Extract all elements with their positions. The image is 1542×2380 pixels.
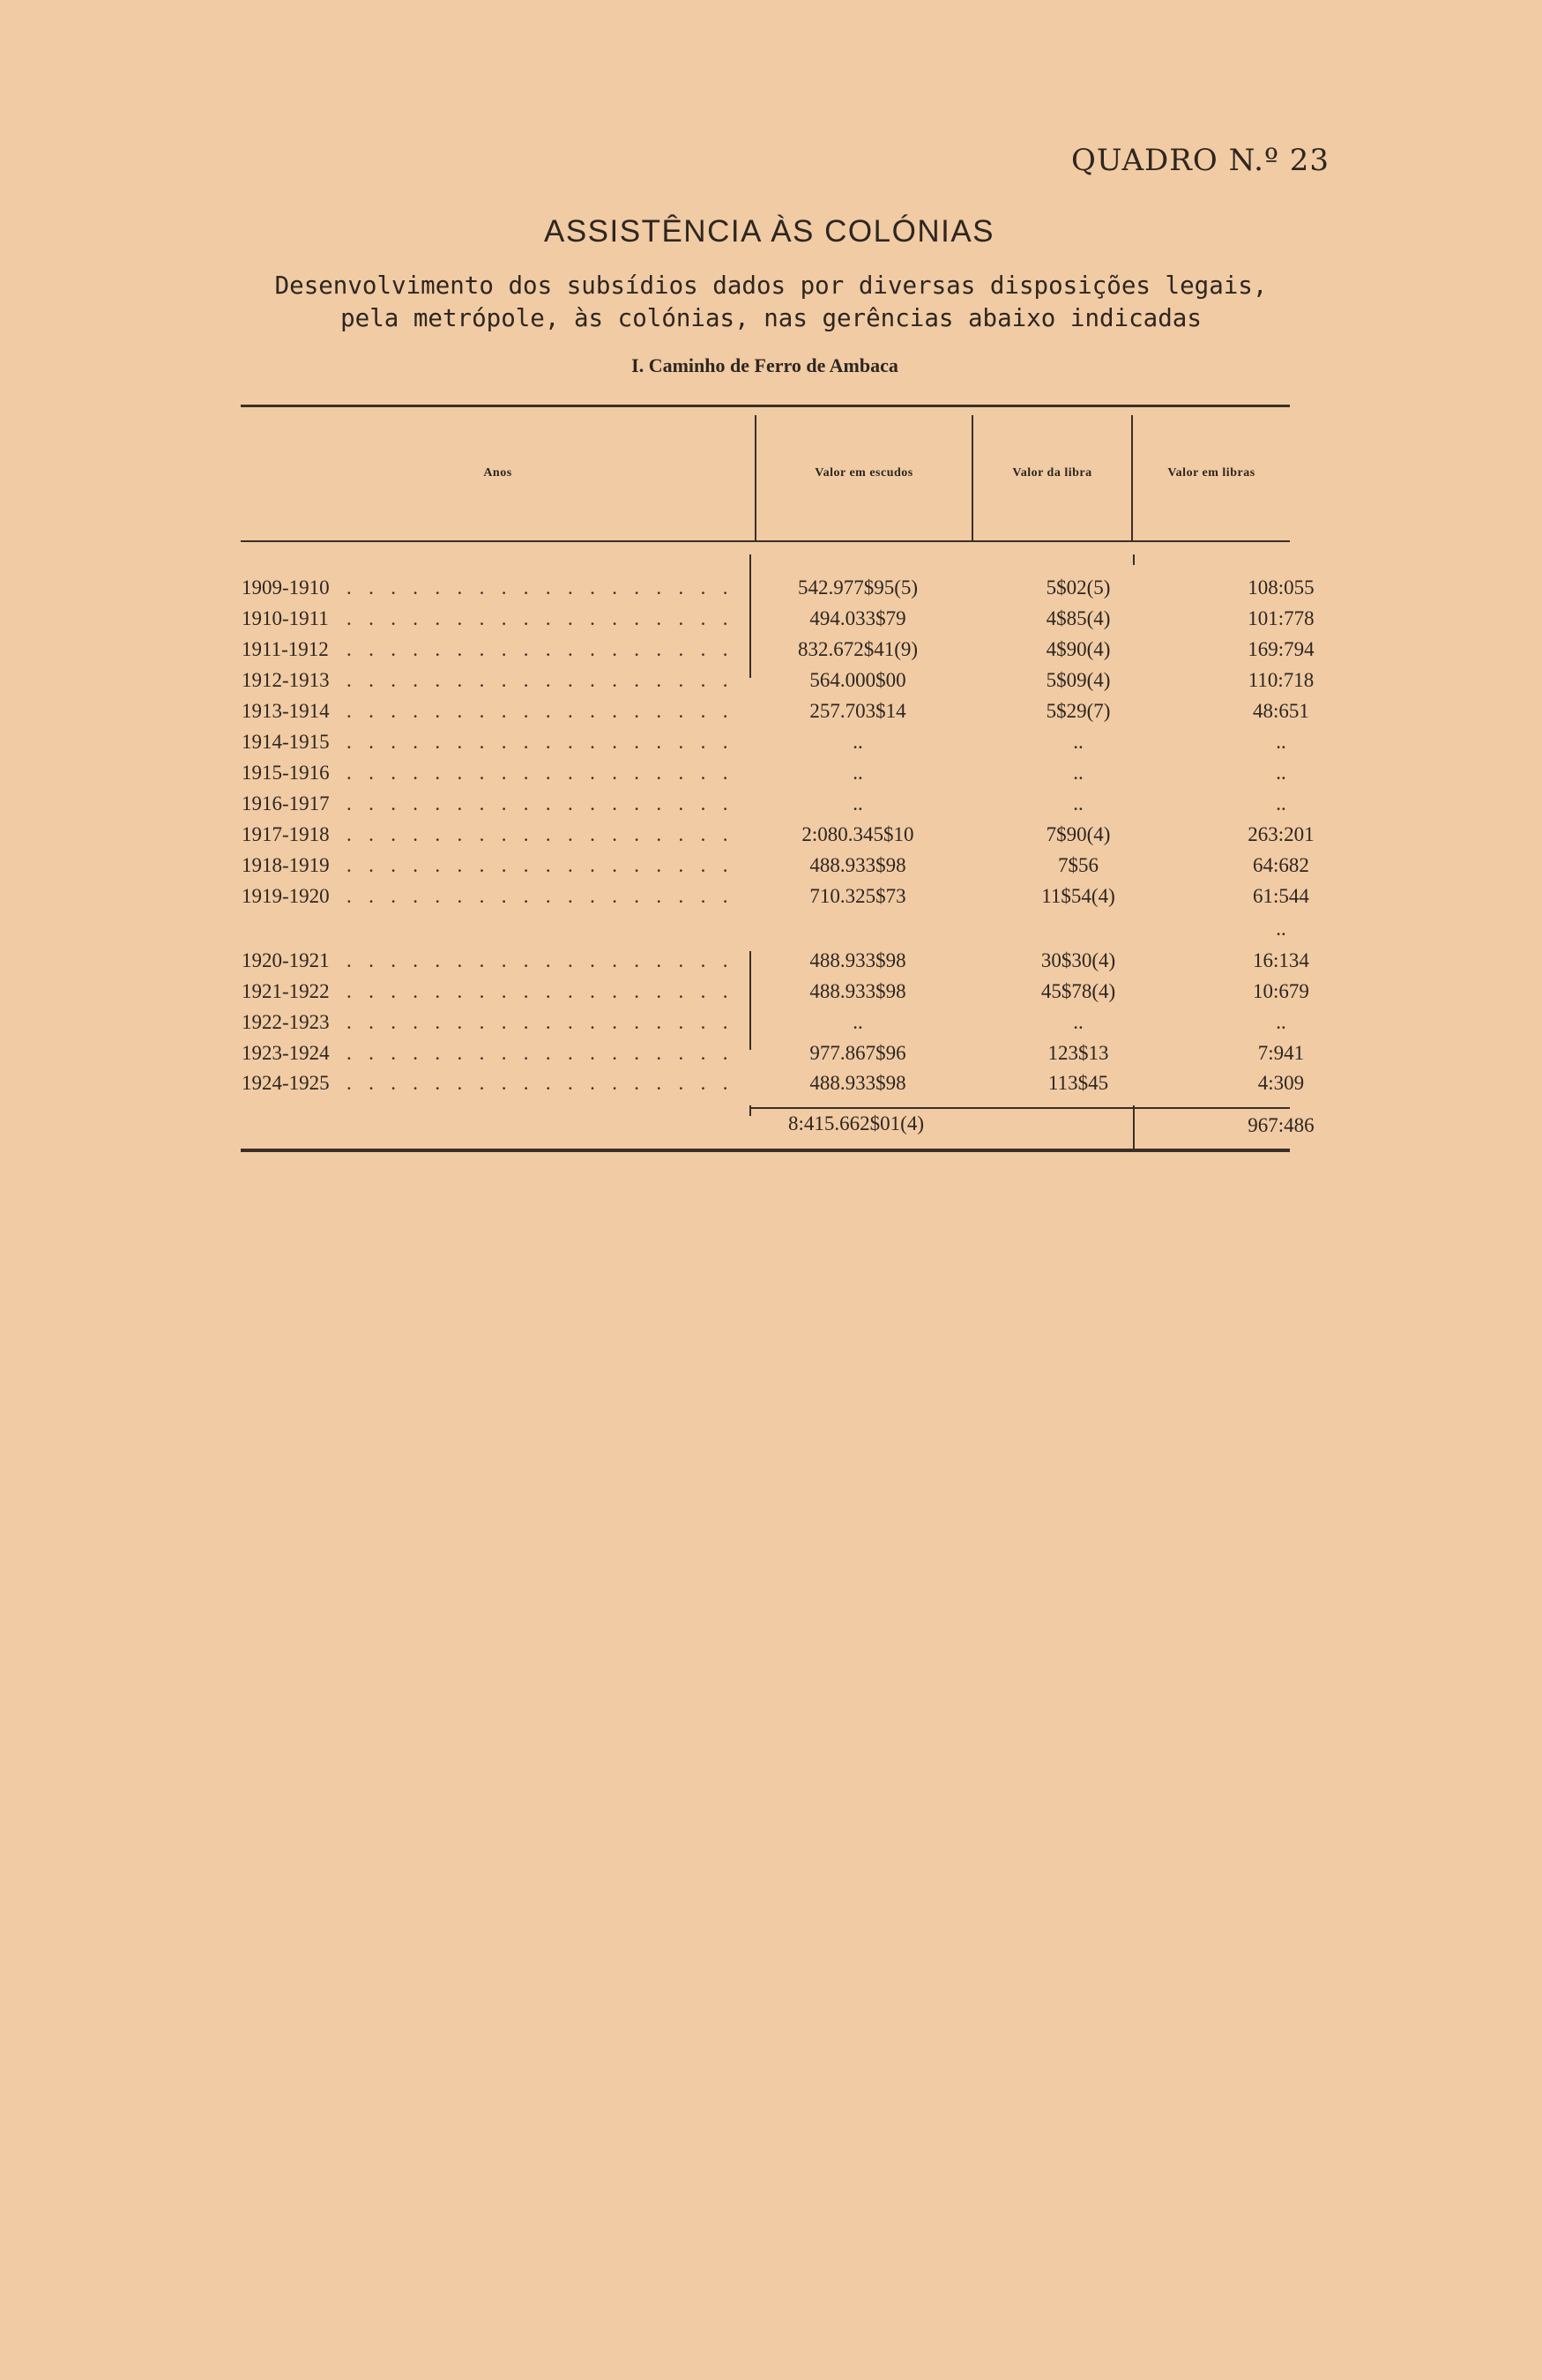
row-valor-libras: 169:794 [1248, 638, 1315, 660]
row-valor-libra: 5$02(5) [1046, 576, 1111, 599]
row-leader-dots: . . . . . . . . . . . . . . . . . . [346, 1011, 734, 1033]
row-valor-escudos: 488.933$98 [809, 949, 906, 971]
table-row [241, 1072, 1305, 1103]
row-valor-libras: 108:055 [1248, 576, 1315, 599]
table-row [241, 823, 1315, 854]
row-valor-libra: .. [1073, 792, 1084, 814]
row-valor-libras: .. [1276, 1011, 1286, 1033]
row-valor-libras: 4:309 [1257, 1072, 1305, 1094]
table-row [241, 731, 1290, 762]
row-year: 1912-1913 [242, 669, 330, 691]
row-year: 1913-1914 [242, 700, 330, 722]
row-valor-escudos: 488.933$98 [809, 980, 906, 1002]
page-subtitle [0, 270, 1542, 335]
row-valor-libra: 30$30(4) [1040, 949, 1116, 971]
row-leader-dots: . . . . . . . . . . . . . . . . . . [346, 576, 734, 599]
row-leader-dots: . . . . . . . . . . . . . . . . . . [346, 638, 734, 660]
table-row [241, 607, 1315, 638]
row-valor-libras: .. [1276, 792, 1286, 814]
row-leader-dots: . . . . . . . . . . . . . . . . . . [346, 823, 734, 845]
table-row [241, 980, 1309, 1011]
row-year: 1917-1918 [242, 823, 330, 845]
row-valor-escudos: 488.933$98 [809, 854, 906, 876]
table-row [241, 854, 1309, 885]
row-leader-dots: . . . . . . . . . . . . . . . . . . [346, 949, 734, 971]
row-leader-dots: . . . . . . . . . . . . . . . . . . [346, 762, 734, 784]
row-valor-libras: .. [1276, 731, 1286, 753]
row-leader-dots: . . . . . . . . . . . . . . . . . . [346, 854, 734, 876]
row-leader-dots: . . . . . . . . . . . . . . . . . . [346, 607, 734, 629]
col-header-valor-libra: Valor da libra [1012, 466, 1092, 480]
quadro-number: QUADRO N.º 23 [1071, 143, 1330, 178]
table-row [241, 1011, 1290, 1042]
row-leader-dots: . . . . . . . . . . . . . . . . . . [346, 885, 734, 907]
data-table [241, 405, 1315, 1154]
row-year: 1914-1915 [242, 731, 330, 753]
table-row [241, 638, 1315, 669]
row-valor-escudos: 2:080.345$10 [801, 823, 914, 845]
col-header-valor-libras: Valor em libras [1167, 466, 1255, 480]
row-valor-libras: 10:679 [1253, 980, 1309, 1002]
row-year: 1910-1911 [242, 607, 329, 629]
col-header-valor-escudos: Valor em escudos [815, 466, 913, 480]
total-escudos: 8:415.662$01(4) [788, 1112, 924, 1134]
table-row [241, 700, 1309, 731]
row-valor-libras: 101:778 [1248, 607, 1315, 629]
row-valor-libra: 11$54(4) [1041, 885, 1115, 907]
row-year: 1911-1912 [242, 638, 329, 660]
row-valor-libras: 64:682 [1253, 854, 1309, 876]
table-row [241, 669, 1315, 700]
table-bottom-rule [241, 1149, 1290, 1152]
row-valor-libra: 45$78(4) [1040, 980, 1116, 1002]
row-valor-libra: .. [1073, 731, 1084, 753]
row-valor-libra: 113$45 [1047, 1072, 1109, 1094]
row-valor-escudos: .. [853, 1011, 863, 1033]
row-leader-dots: . . . . . . . . . . . . . . . . . . [346, 980, 734, 1002]
row-valor-libra: 5$29(7) [1046, 700, 1111, 722]
subtitle-line-1: Desenvolvimento dos subsídios dados por diversas disposições legais, [274, 271, 1268, 300]
row-valor-escudos: 564.000$00 [809, 669, 906, 691]
row-valor-escudos: .. [853, 762, 863, 784]
table-top-rule [241, 405, 1290, 407]
row-valor-libra: .. [1073, 762, 1084, 784]
row-valor-libra: 7$90(4) [1046, 823, 1111, 845]
row-valor-escudos: 977.867$96 [809, 1042, 906, 1064]
row-valor-escudos: 832.672$41(9) [797, 638, 919, 660]
row-valor-libra: 4$85(4) [1046, 607, 1111, 629]
row-year: 1918-1919 [242, 854, 330, 876]
row-valor-escudos: 257.703$14 [809, 700, 906, 722]
row-valor-libras: 263:201 [1248, 823, 1315, 845]
row-valor-libras: .. [1276, 918, 1286, 940]
row-valor-libra: 7$56 [1058, 854, 1099, 876]
table-row [241, 576, 1315, 607]
row-valor-libras: 61:544 [1253, 885, 1309, 907]
row-year: 1909-1910 [242, 576, 330, 599]
row-valor-libras: 110:718 [1248, 669, 1315, 691]
subtitle-line-2: pela metrópole, às colónias, nas gerências abaixo indicadas [340, 304, 1202, 332]
total-libras: 967:486 [1248, 1114, 1315, 1136]
row-valor-libras: 48:651 [1253, 700, 1309, 722]
row-leader-dots: . . . . . . . . . . . . . . . . . . [346, 731, 734, 753]
col-header-anos: Anos [483, 466, 512, 480]
row-leader-dots: . . . . . . . . . . . . . . . . . . [346, 669, 734, 691]
row-valor-escudos: 542.977$95(5) [797, 576, 919, 599]
row-valor-libra: 123$13 [1047, 1042, 1109, 1064]
row-year: 1919-1920 [242, 885, 330, 907]
row-valor-libras: 7:941 [1257, 1042, 1305, 1064]
table-row [241, 762, 1290, 792]
table-row [241, 1042, 1305, 1073]
row-valor-libra: 5$09(4) [1046, 669, 1111, 691]
body-divider-3b [1133, 1105, 1135, 1149]
row-valor-libra: 4$90(4) [1046, 638, 1111, 660]
row-year: 1921-1922 [242, 980, 330, 1002]
row-valor-libras: .. [1276, 762, 1286, 784]
row-year: 1922-1923 [242, 1011, 330, 1033]
row-year: 1920-1921 [242, 949, 330, 971]
row-valor-escudos: .. [853, 792, 863, 814]
table-row [241, 792, 1290, 823]
row-valor-escudos: 488.933$98 [809, 1072, 906, 1094]
table-row [241, 949, 1309, 980]
total-rule [750, 1107, 1290, 1109]
row-valor-libras: 16:134 [1253, 949, 1309, 971]
row-leader-dots: . . . . . . . . . . . . . . . . . . [346, 792, 734, 814]
row-year: 1916-1917 [242, 792, 330, 814]
row-leader-dots: . . . . . . . . . . . . . . . . . . [346, 1072, 734, 1094]
row-year: 1924-1925 [242, 1072, 330, 1094]
table-row [241, 885, 1309, 916]
row-valor-escudos: 710.325$73 [809, 885, 906, 907]
page-title: ASSISTÊNCIA ÀS COLÓNIAS [543, 214, 995, 249]
header-bottom-rule [241, 540, 1290, 542]
body-divider-3a [1133, 554, 1135, 565]
row-valor-libra: .. [1073, 1011, 1084, 1033]
row-year: 1915-1916 [242, 762, 330, 784]
row-leader-dots: . . . . . . . . . . . . . . . . . . [346, 1042, 734, 1064]
row-leader-dots: . . . . . . . . . . . . . . . . . . [346, 700, 734, 722]
row-year: 1923-1924 [242, 1042, 330, 1064]
row-valor-escudos: .. [853, 731, 863, 753]
section-heading: I. Caminho de Ferro de Ambaca [631, 354, 898, 376]
table-row [241, 918, 1290, 948]
row-valor-escudos: 494.033$79 [809, 607, 906, 629]
